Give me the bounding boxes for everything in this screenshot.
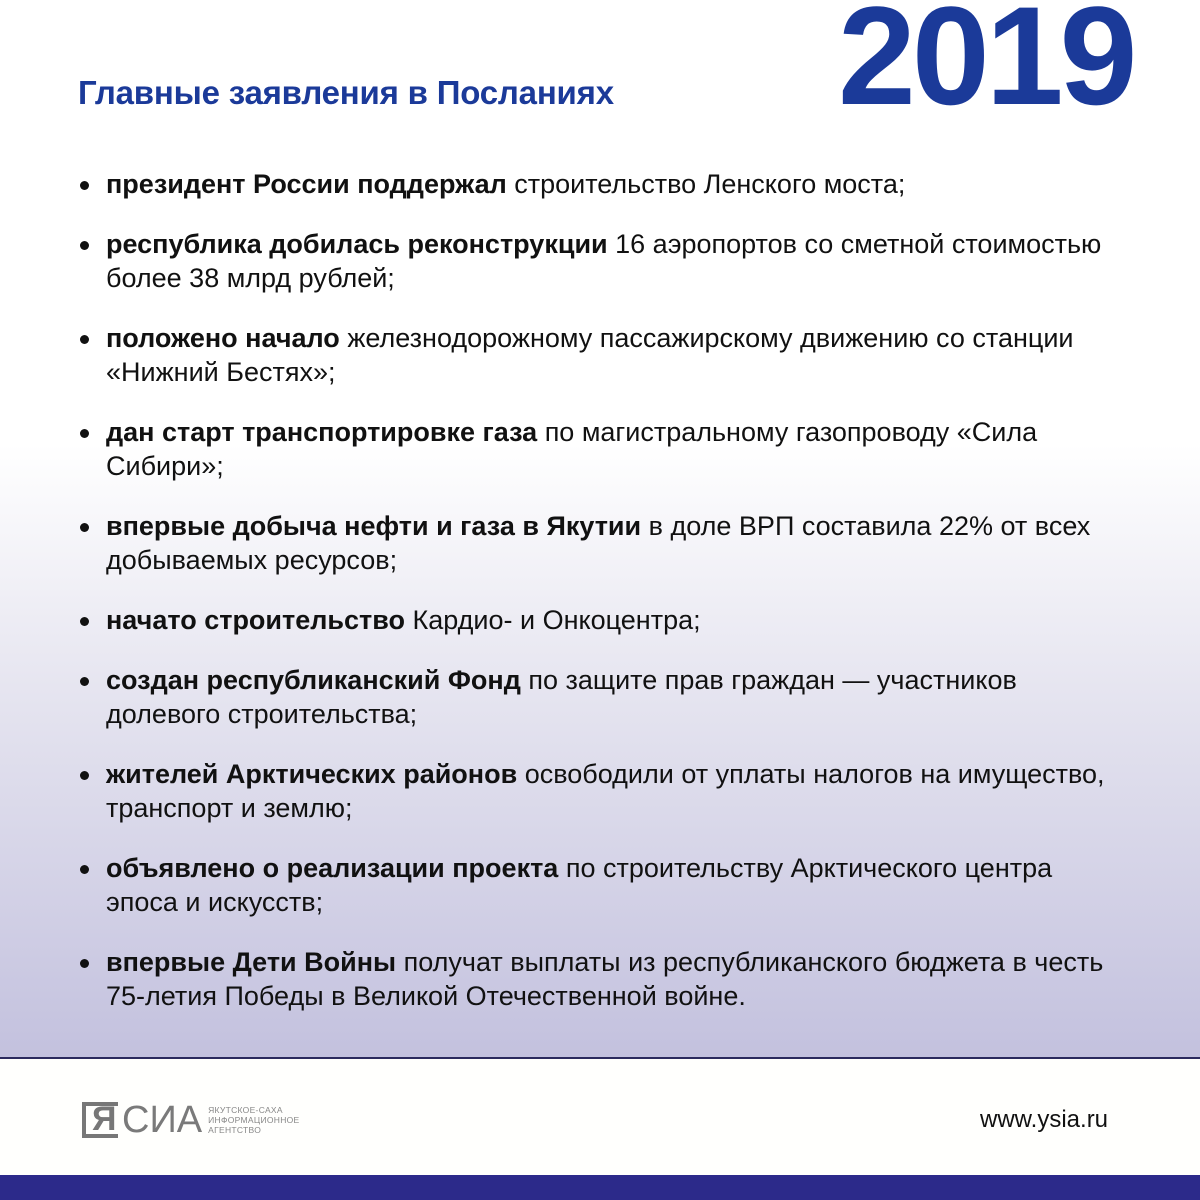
bullet-icon xyxy=(80,429,89,438)
bullet-text: Кардио- и Онкоцентра; xyxy=(405,605,701,635)
bullet-text: по защите прав граждан — участников долевого строительства; xyxy=(106,665,1017,729)
logo-subtitle-line: ЯКУТСКОЕ-САХА xyxy=(208,1105,283,1115)
list-item xyxy=(78,757,1108,825)
bullet-text: железнодорожному пассажирскому движению со станции «Нижний Бестях»; xyxy=(106,323,1074,387)
year-heading: 2019 xyxy=(838,0,1134,134)
bullet-bold: президент России поддержал xyxy=(106,169,507,199)
website-link[interactable]: www.ysia.ru xyxy=(980,1106,1109,1133)
list-item xyxy=(78,321,1108,389)
bottom-band xyxy=(0,1175,1200,1200)
bullet-bold: объявлено о реализации проекта xyxy=(106,853,559,883)
list-item xyxy=(78,167,1108,201)
bullet-text: 16 аэропортов со сметной стоимостью более 38 млрд рублей; xyxy=(106,229,1102,293)
footer xyxy=(0,1059,1200,1175)
bullet-bold: создан республиканский Фонд xyxy=(106,665,521,695)
logo-wordmark: СИА xyxy=(122,1099,203,1141)
logo-subtitle-line: ИНФОРМАЦИОННОЕ xyxy=(208,1115,300,1125)
bullet-bold: дан старт транспортировке газа xyxy=(106,417,538,447)
list-item xyxy=(78,603,1108,637)
list-item xyxy=(78,227,1108,295)
page-title: Главные заявления в Посланиях xyxy=(78,74,614,111)
list-item xyxy=(78,945,1108,1013)
logo-mark-icon xyxy=(82,1102,118,1138)
bullet-icon xyxy=(80,771,89,780)
bullet-bold: впервые добыча нефти и газа в Якутии xyxy=(106,511,642,541)
ysia-logo xyxy=(82,1099,300,1141)
bullet-bold: впервые Дети Войны xyxy=(106,947,397,977)
bullet-text: получат выплаты из республиканского бюджета в честь 75-летия Победы в Великой Отечественной войне. xyxy=(106,947,1104,1011)
list-item xyxy=(78,851,1108,919)
bullet-icon xyxy=(80,865,89,874)
list-item xyxy=(78,415,1108,483)
logo-mark-letter: Я xyxy=(92,1100,117,1138)
statements-list xyxy=(78,167,1108,1039)
bullet-text: строительство Ленского моста; xyxy=(506,169,906,199)
list-item xyxy=(78,509,1108,577)
bullet-icon xyxy=(80,959,89,968)
bullet-icon xyxy=(80,523,89,532)
bullet-icon xyxy=(80,617,89,626)
bullet-bold: республика добилась реконструкции xyxy=(106,229,608,259)
list-item xyxy=(78,663,1108,731)
bullet-bold: начато строительство xyxy=(106,605,405,635)
bullet-icon xyxy=(80,181,89,190)
bullet-text: в доле ВРП составила 22% от всех добываемых ресурсов; xyxy=(106,511,1091,575)
bullet-icon xyxy=(80,335,89,344)
bullet-icon xyxy=(80,241,89,250)
bullet-bold: жителей Арктических районов xyxy=(106,759,518,789)
bullet-text: по магистральному газопроводу «Сила Сибири»; xyxy=(106,417,1038,481)
bullet-icon xyxy=(80,677,89,686)
logo-subtitle-line: АГЕНТСТВО xyxy=(208,1125,262,1135)
bullet-text: по строительству Арктического центра эпоса и искусств; xyxy=(106,853,1053,917)
logo-subtitle xyxy=(208,1105,299,1135)
bullet-text: освободили от уплаты налогов на имущество, транспорт и землю; xyxy=(106,759,1105,823)
bullet-bold: положено начало xyxy=(106,323,340,353)
